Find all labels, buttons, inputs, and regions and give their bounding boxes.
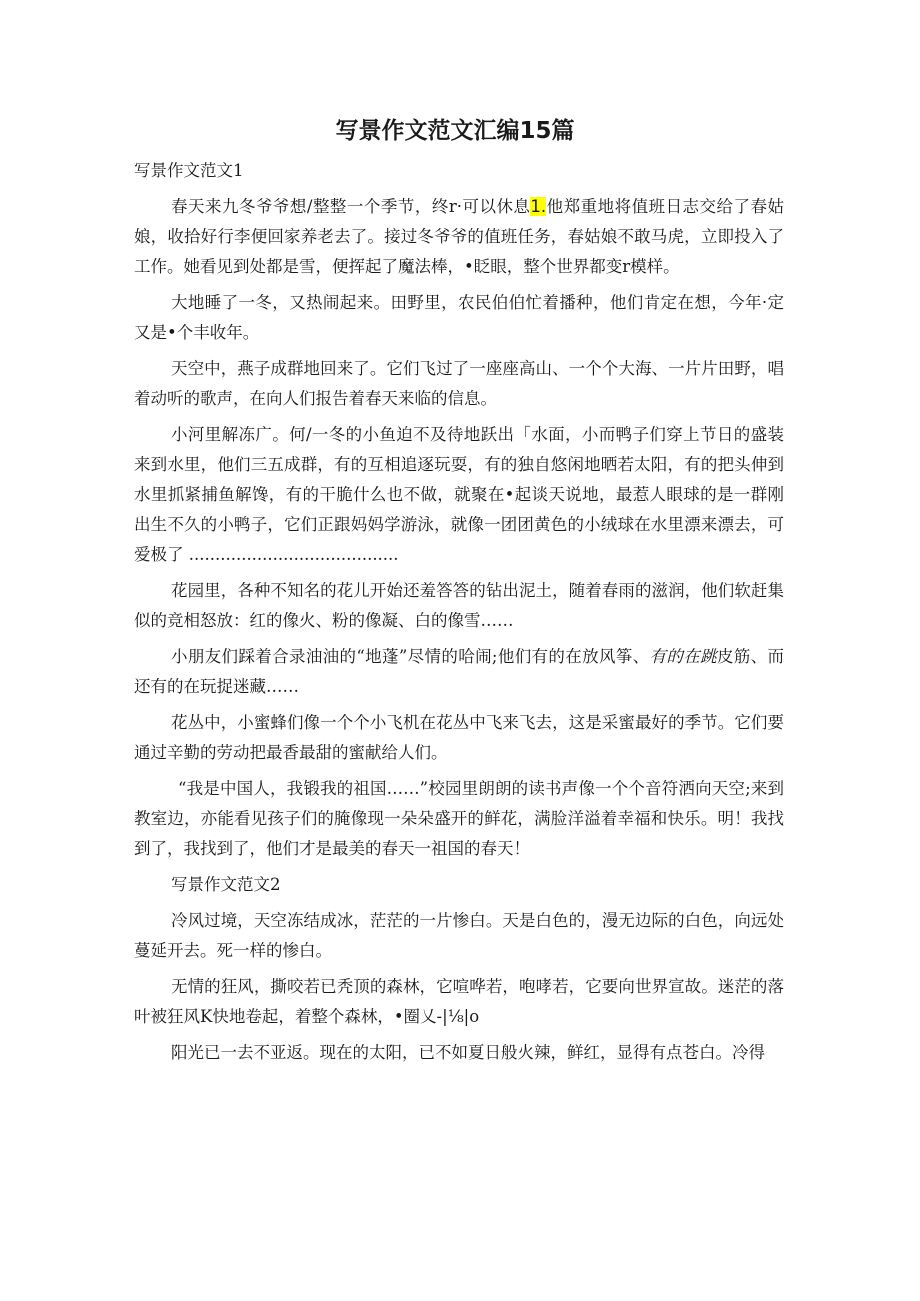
section-heading-1: 写景作文范文1	[134, 161, 244, 180]
italic-text: 有的在跳	[649, 647, 717, 666]
paragraph: 天空中，燕子成群地回来了。它们飞过了一座座高山、一个个大海、一片片田野，唱着动听的歌声，在向人们报告着春天来临的信息。	[134, 359, 784, 408]
highlighted-text: 1.	[530, 197, 547, 216]
paragraph: 阳光已一去不亚返。现在的太阳，已不如夏日般火辣，鲜红，显得有点苍白。冷得	[171, 1043, 765, 1062]
section-heading-2: 写景作文范文2	[171, 875, 281, 894]
paragraph	[134, 192, 784, 282]
paragraph-text: 春天来九冬爷爷想/整整一个季节，终r·可以休息	[171, 197, 531, 216]
paragraph: 花丛中，小蜜蜂们像一个个小飞机在花丛中飞来飞去，这是采蜜最好的季节。它们要通过辛勤的劳动把最香最甜的蜜献给人们。	[134, 713, 784, 762]
paragraph-text: 他郑重地将值班日志交给了春姑娘，收拾好行李便回家养老去了。接过冬爷爷的值班任务，春姑娘不敢马虎，立即投入了工作。她看见到处都是雪，便挥起了魔法棒，•眨眼，整个世界都变r模样。	[134, 197, 784, 276]
paragraph: 小河里解冻广。何/一冬的小鱼迫不及待地跃出「水面，小而鸭子们穿上节日的盛装来到水里，他们三五成群，有的互相追逐玩耍，有的独自悠闲地晒若太阳，有的把头伸到水里抓紧捕鱼解馋，有的干脆什么也不做，就聚在•起谈天说地，最惹人眼球的是一群刚出生不久的小鸭子，它们正跟妈妈学游泳，就像一团团黄色的小绒球在水里漂来漂去，可爱极了 ........................................	[134, 425, 784, 564]
document-title: 写景作文范文汇编15篇	[335, 118, 575, 144]
paragraph: 无情的狂风，撕咬若已秃顶的森林，它喧哗若，咆哮若，它要向世界宣故。迷茫的落叶被狂风K快地卷起，着整个森林，•圈乂-|⅛|o	[134, 977, 784, 1026]
paragraph: 花园里，各种不知名的花儿开始还羞答答的钻出泥土，随着春雨的滋润，他们软赶集似的竞相怒放：红的像火、粉的像凝、白的像雪……	[134, 581, 784, 630]
paragraph: 大地睡了一冬，又热闹起来。田野里，农民伯伯忙着播种，他们肯定在想，今年·定又是•个丰收年。	[134, 293, 784, 342]
paragraph-text: 皮筋、而还有的在玩捉迷藏……	[134, 647, 785, 696]
paragraph-text: 小朋友们踩着合录油油的“地蓬”尽情的哈闹;他们有的在放风筝、	[171, 647, 650, 666]
paragraph	[134, 642, 784, 702]
document-body	[134, 156, 784, 1074]
paragraph: “我是中国人，我锻我的祖国……”校园里朗朗的读书声像一个个音符洒向天空;来到教室边，亦能看见孩子们的腌像现一朵朵盛开的鲜花，满脸洋溢着幸福和快乐。明！我找到了，我找到了，他们才是最美的春天一祖国的春天！	[134, 779, 784, 858]
paragraph: 冷风过境，天空冻结成冰，茫茫的一片惨白。天是白色的，漫无边际的白色，向远处蔓延开去。死一样的惨白。	[134, 911, 784, 960]
